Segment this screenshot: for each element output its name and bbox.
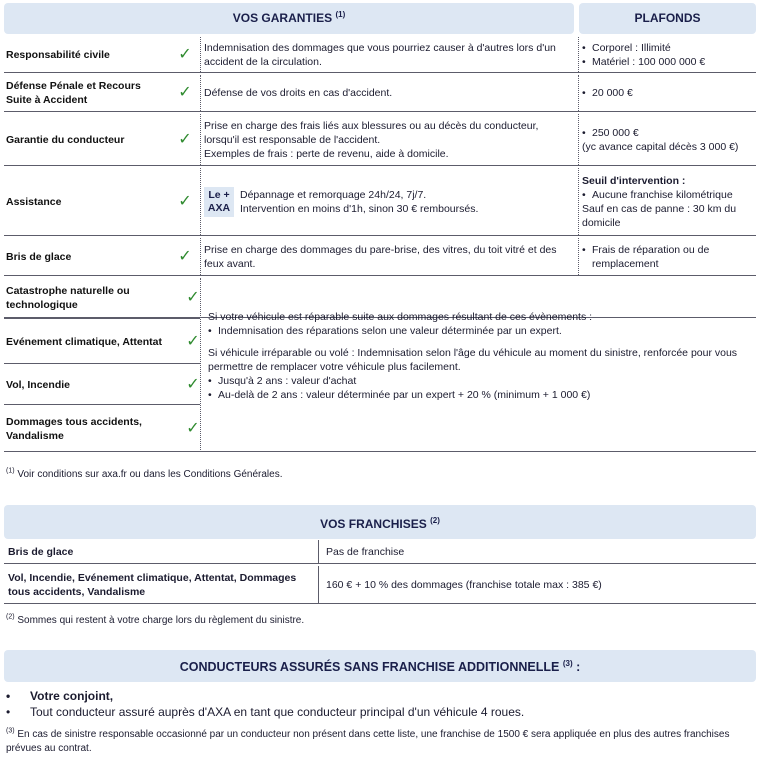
guarantee-row-assistance (4, 168, 756, 236)
group-p2-bullet: • Jusqu'à 2 ans : valeur d'achat (208, 374, 748, 388)
conducteurs-list (6, 688, 754, 720)
guarantee-row-defense (4, 75, 756, 112)
guarantee-limits (582, 37, 756, 72)
franchises-title-sup: (2) (430, 516, 440, 525)
plafonds-title: PLAFONDS (634, 11, 701, 25)
footnote-1-text: Voir conditions sur axa.fr ou dans les Conditions Générales. (17, 469, 283, 480)
guarantee-name: Dommages tous accidents, Vandalisme (6, 415, 142, 442)
check-icon: ✓ (178, 247, 192, 265)
conducteurs-header (4, 650, 756, 682)
guarantee-limits (582, 114, 756, 165)
limit-item: • Frais de réparation ou de remplacement (582, 243, 756, 271)
franchise-row-bris (4, 540, 756, 564)
franchise-name: Vol, Incendie, Evénement climatique, Attentat, Dommages tous accidents, Vandalisme (8, 571, 297, 598)
guarantee-limits (582, 75, 756, 111)
guarantee-row-dommages (4, 406, 756, 452)
check-icon: ✓ (178, 192, 192, 210)
footnote-2-text: Sommes qui restent à votre charge lors du règlement du sinistre. (17, 615, 305, 626)
check-icon: ✓ (178, 84, 192, 101)
guarantee-name: Catastrophe naturelle ou technologique (6, 284, 130, 311)
franchises-title: VOS FRANCHISES (320, 517, 427, 531)
conducteurs-title-suffix: : (576, 660, 581, 674)
limit-title: Seuil d'intervention : (582, 174, 686, 187)
limit-extra: (yc avance capital décès 3 000 €) (582, 140, 739, 153)
guarantee-desc: Défense de vos droits en cas d'accident. (204, 87, 393, 99)
group-description (208, 310, 748, 402)
guarantee-desc: Prise en charge des dommages du pare-brise, des vitres, du toit vitré et des feux avant. (204, 243, 557, 270)
garanties-header (4, 3, 574, 34)
conducteur-item-text: Tout conducteur assuré auprès d'AXA en tant que conducteur principal d'un véhicule 4 roues. (30, 705, 525, 719)
franchise-name: Bris de glace (8, 545, 74, 558)
guarantee-desc-example: Exemples de frais : perte de revenu, aide à domicile. (204, 147, 449, 160)
garanties-title: VOS GARANTIES (232, 11, 333, 25)
check-icon: ✓ (186, 419, 200, 437)
footnote-1 (6, 468, 283, 482)
conducteurs-title: CONDUCTEURS ASSURÉS SANS FRANCHISE ADDITIONNELLE (179, 660, 560, 674)
guarantee-name: Assistance (6, 195, 62, 208)
guarantee-limits (582, 168, 756, 235)
franchise-row-other (4, 566, 756, 604)
guarantee-row-rc (4, 37, 756, 73)
limit-extra: Sauf en cas de panne : 30 km du domicile (582, 202, 737, 229)
limit-item: • 20 000 € (582, 86, 756, 100)
limit-item: • Aucune franchise kilométrique (582, 188, 756, 202)
guarantee-limits (582, 238, 756, 275)
group-p2-bullet: • Au-delà de 2 ans : valeur déterminée par un expert + 20 % (minimum + 1 000 €) (208, 388, 748, 402)
conducteur-item: • Tout conducteur assuré auprès d'AXA en tant que conducteur principal d'un véhicule 4 roues. (6, 705, 525, 719)
guarantee-name: Bris de glace (6, 250, 72, 263)
limit-item: • Corporel : Illimité (582, 41, 756, 55)
limit-item: • Matériel : 100 000 000 € (582, 55, 756, 69)
check-icon: ✓ (186, 376, 200, 393)
guarantee-name: Vol, Incendie (6, 379, 70, 391)
le-plus-axa-badge: Le + AXA (204, 187, 234, 217)
check-icon: ✓ (178, 45, 192, 63)
guarantee-row-conducteur (4, 114, 756, 166)
franchise-value: Pas de franchise (326, 545, 405, 558)
guarantee-row-bris (4, 238, 756, 276)
guarantee-desc: Indemnisation des dommages que vous pourriez causer à d'autres lors d'un accident de la circulation. (204, 41, 556, 68)
conducteur-item: • Votre conjoint, (6, 689, 114, 703)
conducteur-item-text: Votre conjoint, (30, 689, 114, 703)
franchise-value: 160 € + 10 % des dommages (franchise totale max : 385 €) (326, 578, 602, 591)
guarantee-desc (204, 114, 576, 165)
assistance-line: Dépannage et remorquage 24h/24, 7j/7. (240, 188, 427, 201)
footnote-1-sup: (1) (6, 467, 15, 475)
check-icon: ✓ (186, 333, 200, 350)
footnote-2 (6, 614, 304, 628)
franchises-header (4, 505, 756, 539)
footnote-3 (6, 728, 754, 756)
guarantee-name: Garantie du conducteur (6, 133, 125, 146)
plafonds-header (579, 3, 756, 34)
group-p2: Si véhicule irréparable ou volé : Indemnisation selon l'âge du véhicule au moment du sinistre, renforcée pour vous permettre de remplacer votre véhicule plus facilement. (208, 347, 738, 373)
footnote-3-text: En cas de sinistre responsable occasionné par un conducteur non présent dans cette liste, une franchise de 1500 € sera appliquée en plus des autres franchises prévues au contrat. (6, 729, 730, 754)
assistance-line: Intervention en moins d'1h, sinon 30 € remboursés. (240, 202, 479, 215)
garanties-title-sup: (1) (335, 10, 346, 19)
group-p1: Si votre véhicule est réparable suite aux dommages résultant de ces évènements : (208, 311, 593, 323)
check-icon: ✓ (178, 130, 192, 148)
guarantee-desc (204, 168, 576, 235)
limit-item: • 250 000 € (582, 126, 756, 140)
footnote-3-sup: (3) (6, 727, 15, 735)
guarantee-name: Responsabilité civile (6, 48, 110, 61)
check-icon: ✓ (186, 288, 200, 306)
guarantee-name: Evénement climatique, Attentat (6, 336, 162, 348)
guarantee-desc-line: Prise en charge des frais liés aux blessures ou au décès du conducteur, lorsqu'il est responsable de l'accident. (204, 119, 539, 146)
guarantee-name: Défense Pénale et Recours Suite à Accident (6, 80, 141, 106)
footnote-2-sup: (2) (6, 613, 15, 621)
group-p1-bullet: • Indemnisation des réparations selon une valeur déterminée par un expert. (208, 324, 748, 338)
conducteurs-title-sup: (3) (562, 658, 573, 668)
